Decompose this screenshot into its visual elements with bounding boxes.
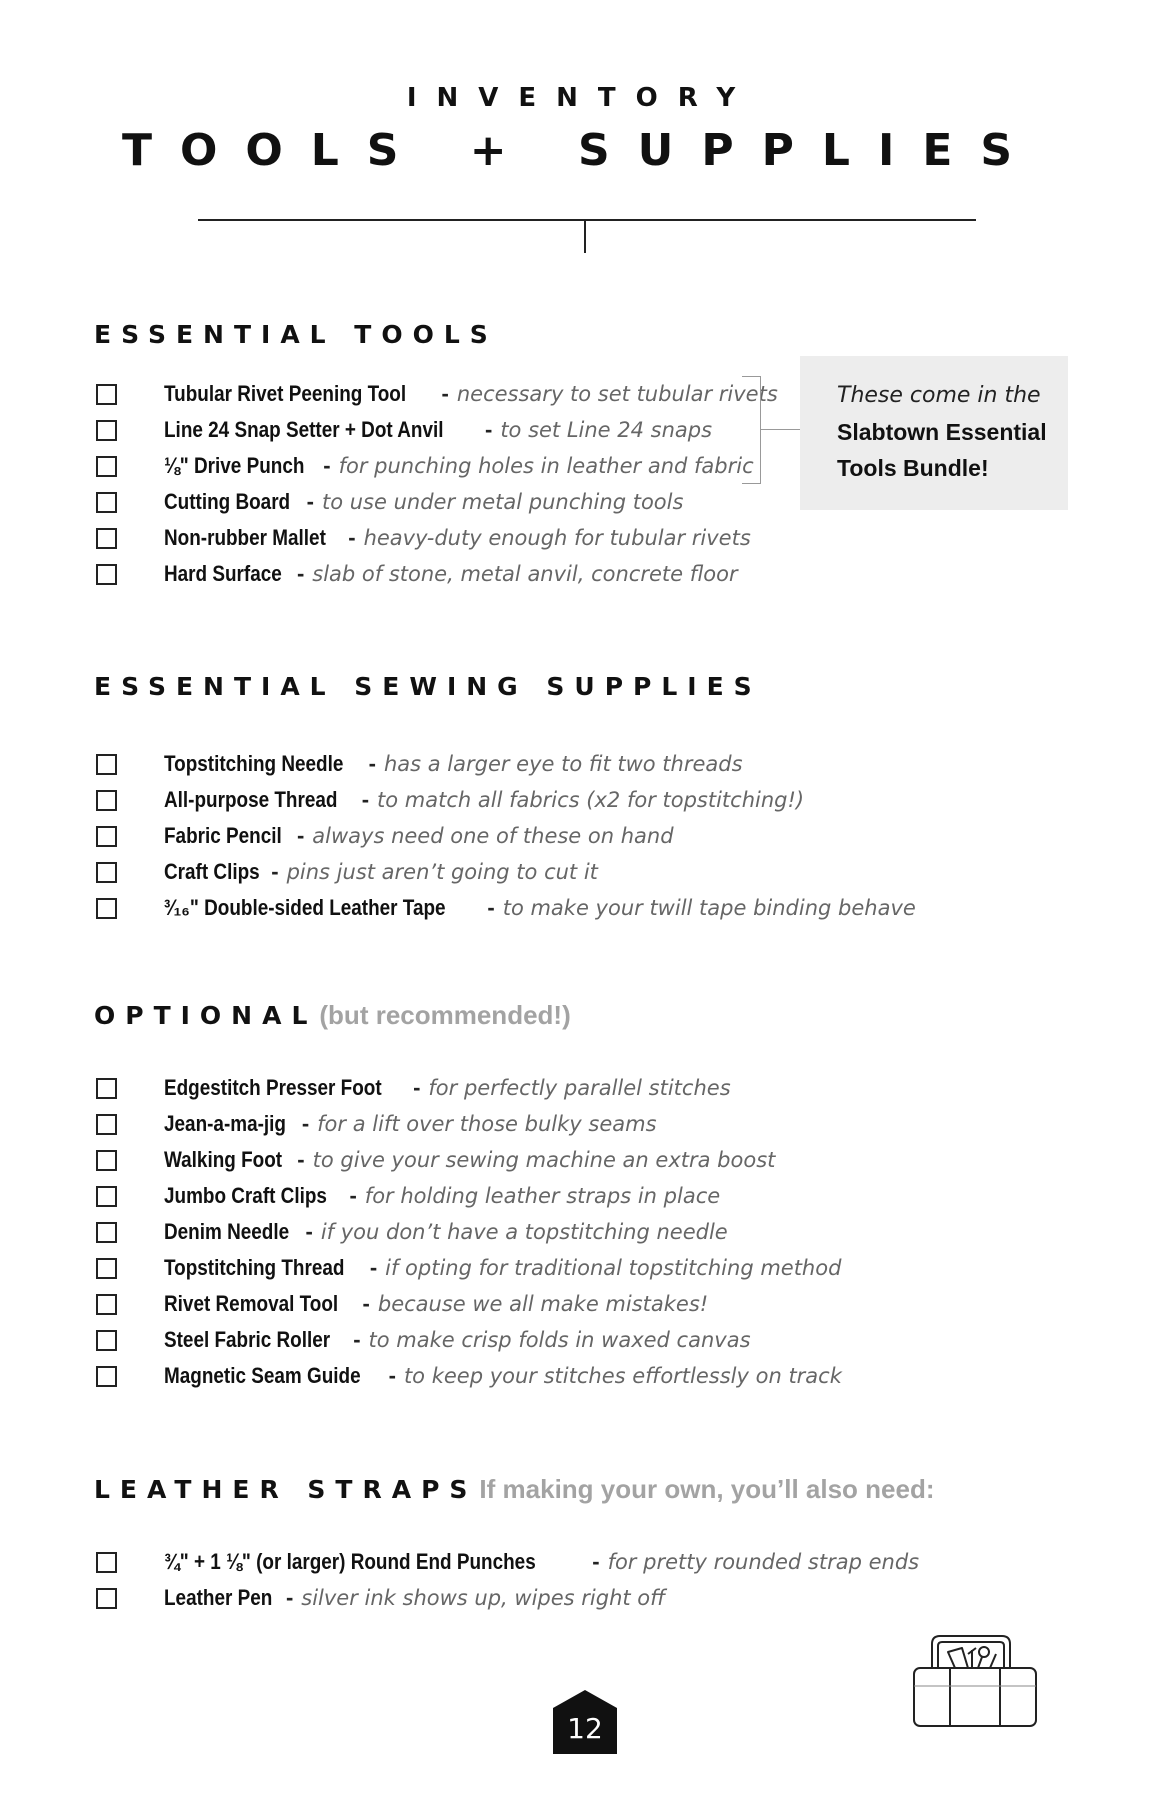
checkbox[interactable] xyxy=(96,456,117,477)
section-subheading: (but recommended!) xyxy=(319,1000,571,1030)
item-name: Rivet Removal Tool xyxy=(164,1291,339,1316)
list-item xyxy=(96,1250,842,1286)
title-rule xyxy=(198,219,976,221)
item-separator: - xyxy=(413,1075,421,1100)
item-name: Denim Needle xyxy=(164,1219,290,1244)
item-description: necessary to set tubular rivets xyxy=(456,382,778,406)
list-item xyxy=(96,556,778,592)
section-heading-label: OPTIONAL xyxy=(94,1001,318,1030)
title-rule-tick xyxy=(584,219,586,253)
section-heading-essential-tools xyxy=(94,320,498,349)
list-item xyxy=(96,1580,919,1616)
checkbox[interactable] xyxy=(96,1186,117,1207)
checkbox[interactable] xyxy=(96,492,117,513)
item-name: Magnetic Seam Guide xyxy=(164,1363,361,1388)
item-separator: - xyxy=(484,417,493,442)
item-name: ³⁄₁₆" Double-sided Leather Tape xyxy=(164,895,446,920)
item-name: Craft Clips xyxy=(164,859,260,884)
item-name: Steel Fabric Roller xyxy=(164,1327,331,1352)
item-name: Jean-a-ma-jig xyxy=(164,1111,286,1136)
checkbox[interactable] xyxy=(96,1114,117,1135)
page-kicker: INVENTORY xyxy=(406,83,756,113)
item-separator: - xyxy=(296,561,305,586)
item-name: Edgestitch Presser Foot xyxy=(164,1075,382,1100)
leather-straps-list xyxy=(96,1544,919,1616)
item-description: for holding leather straps in place xyxy=(364,1184,721,1208)
item-separator: - xyxy=(592,1549,600,1574)
callout-line-3: Tools Bundle! xyxy=(837,455,989,481)
list-item xyxy=(96,1142,842,1178)
checkbox[interactable] xyxy=(96,1588,117,1609)
section-heading-label: LEATHER STRAPS xyxy=(94,1475,478,1504)
section-heading-optional xyxy=(94,1000,571,1031)
item-name: ⅛" Drive Punch xyxy=(164,453,305,478)
list-item xyxy=(96,1178,842,1214)
item-separator: - xyxy=(285,1585,294,1610)
checkbox[interactable] xyxy=(96,862,117,883)
section-heading-label: ESSENTIAL TOOLS xyxy=(94,320,498,349)
list-item xyxy=(96,376,778,412)
list-item xyxy=(96,520,778,556)
item-name: Walking Foot xyxy=(164,1147,283,1172)
section-subheading: If making your own, you’ll also need: xyxy=(479,1474,935,1504)
item-description: has a larger eye to fit two threads xyxy=(383,752,743,776)
list-item xyxy=(96,818,916,854)
section-heading-leather-straps xyxy=(94,1474,935,1505)
item-separator: - xyxy=(306,489,314,514)
checkbox[interactable] xyxy=(96,1366,117,1387)
checkbox[interactable] xyxy=(96,898,117,919)
list-item xyxy=(96,448,778,484)
checkbox[interactable] xyxy=(96,528,117,549)
item-name: Topstitching Needle xyxy=(164,751,344,776)
checkbox[interactable] xyxy=(96,790,117,811)
bundle-bracket xyxy=(742,376,761,484)
checkbox[interactable] xyxy=(96,1222,117,1243)
checkbox[interactable] xyxy=(96,1552,117,1573)
list-item xyxy=(96,782,916,818)
toolbox-icon xyxy=(910,1630,1040,1730)
item-name: Jumbo Craft Clips xyxy=(164,1183,327,1208)
item-separator: - xyxy=(323,453,331,478)
list-item xyxy=(96,1544,919,1580)
item-description: pins just aren’t going to cut it xyxy=(286,860,598,884)
item-separator: - xyxy=(271,859,279,884)
item-description: to keep your stitches effortlessly on track xyxy=(403,1364,842,1388)
checkbox[interactable] xyxy=(96,754,117,775)
checkbox[interactable] xyxy=(96,384,117,405)
sewing-supplies-list xyxy=(96,746,916,926)
list-item xyxy=(96,1358,842,1394)
item-name: Tubular Rivet Peening Tool xyxy=(164,381,407,406)
item-name: Line 24 Snap Setter + Dot Anvil xyxy=(164,417,444,442)
list-item xyxy=(96,1322,842,1358)
callout-line-2: Slabtown Essential xyxy=(837,419,1047,445)
callout-line-1: These come in the xyxy=(837,383,1041,408)
item-separator: - xyxy=(301,1111,310,1136)
checkbox[interactable] xyxy=(96,1150,117,1171)
item-separator: - xyxy=(388,1363,396,1388)
list-item xyxy=(96,412,778,448)
list-item xyxy=(96,1286,842,1322)
item-description: for a lift over those bulky seams xyxy=(317,1112,657,1136)
checkbox[interactable] xyxy=(96,1294,117,1315)
list-item xyxy=(96,1214,842,1250)
list-item xyxy=(96,484,778,520)
bundle-callout xyxy=(800,356,1068,510)
item-description: always need one of these on hand xyxy=(312,824,674,848)
item-separator: - xyxy=(305,1219,313,1244)
list-item xyxy=(96,854,916,890)
checkbox[interactable] xyxy=(96,564,117,585)
item-description: silver ink shows up, wipes right off xyxy=(301,1586,666,1610)
item-name: All-purpose Thread xyxy=(164,787,338,812)
checkbox[interactable] xyxy=(96,420,117,441)
item-separator: - xyxy=(348,525,356,550)
item-name: Hard Surface xyxy=(164,561,282,586)
item-separator: - xyxy=(441,381,449,406)
list-item xyxy=(96,890,916,926)
item-name: Leather Pen xyxy=(164,1585,273,1610)
checkbox[interactable] xyxy=(96,1330,117,1351)
item-separator: - xyxy=(296,823,305,848)
item-separator: - xyxy=(353,1327,361,1352)
section-heading-sewing-supplies xyxy=(94,672,762,701)
checkbox[interactable] xyxy=(96,826,117,847)
item-name: Topstitching Thread xyxy=(164,1255,345,1280)
list-item xyxy=(96,746,916,782)
item-description: for perfectly parallel stitches xyxy=(428,1076,731,1100)
item-name: ¾" + 1 ⅛" (or larger) Round End Punches xyxy=(164,1549,536,1574)
checkbox[interactable] xyxy=(96,1258,117,1279)
item-name: Cutting Board xyxy=(164,489,291,514)
item-separator: - xyxy=(487,895,495,920)
item-description: if opting for traditional topstitching method xyxy=(385,1256,842,1280)
item-description: to make crisp folds in waxed canvas xyxy=(368,1328,751,1352)
page-title: TOOLS + SUPPLIES xyxy=(121,125,1041,176)
item-name: Fabric Pencil xyxy=(164,823,282,848)
item-name: Non-rubber Mallet xyxy=(164,525,326,550)
item-separator: - xyxy=(361,787,370,812)
item-description: to match all fabrics (x2 for topstitching!) xyxy=(377,788,805,812)
item-description: for pretty rounded strap ends xyxy=(607,1550,920,1574)
item-separator: - xyxy=(349,1183,357,1208)
item-description: to give your sewing machine an extra boost xyxy=(312,1148,776,1172)
item-description: because we all make mistakes! xyxy=(377,1292,709,1316)
item-separator: - xyxy=(369,1255,378,1280)
item-description: to make your twill tape binding behave xyxy=(502,896,916,920)
optional-list xyxy=(96,1070,842,1394)
item-description: for punching holes in leather and fabric xyxy=(338,454,754,478)
item-separator: - xyxy=(362,1291,370,1316)
item-separator: - xyxy=(297,1147,305,1172)
item-description: if you don’t have a topstitching needle xyxy=(320,1220,728,1244)
item-description: to use under metal punching tools xyxy=(321,490,684,514)
item-separator: - xyxy=(368,751,376,776)
section-heading-label: ESSENTIAL SEWING SUPPLIES xyxy=(94,672,762,701)
checkbox[interactable] xyxy=(96,1078,117,1099)
page-number: 12 xyxy=(567,1712,603,1745)
list-item xyxy=(96,1070,842,1106)
item-description: to set Line 24 snaps xyxy=(500,418,713,442)
item-description: slab of stone, metal anvil, concrete floor xyxy=(312,562,738,586)
list-item xyxy=(96,1106,842,1142)
essential-tools-list xyxy=(96,376,778,592)
item-description: heavy-duty enough for tubular rivets xyxy=(363,526,751,550)
